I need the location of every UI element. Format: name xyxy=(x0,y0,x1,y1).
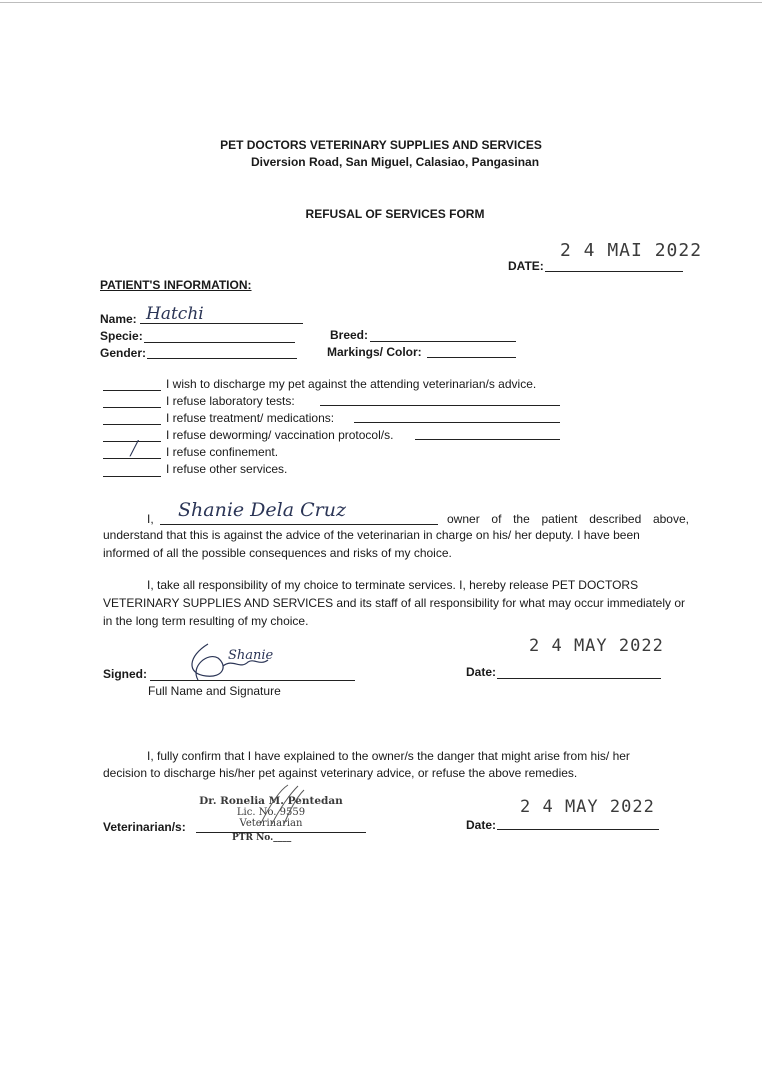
statement1-line1-suffix: owner of the patient described above, xyxy=(447,512,689,526)
top-date-value: 2 4 MAI 2022 xyxy=(560,240,703,261)
vet-date-label: Date: xyxy=(466,818,497,832)
vet-date-line xyxy=(497,829,659,830)
breed-label: Breed: xyxy=(330,328,369,342)
name-label: Name: xyxy=(100,312,137,326)
lab-tests-line xyxy=(320,405,560,406)
statement2-line3: in the long term resulting of my choice. xyxy=(103,614,309,628)
option-blank-3 xyxy=(103,424,161,425)
top-date-line xyxy=(545,271,683,272)
vet-stamp-name: Dr. Ronelia M. Pentedan xyxy=(199,795,343,807)
option-blank-1 xyxy=(103,390,161,391)
clinic-address: Diversion Road, San Miguel, Calasiao, Pangasinan xyxy=(250,155,540,169)
gender-line xyxy=(147,358,297,359)
specie-label: Specie: xyxy=(100,329,143,343)
specie-line xyxy=(144,342,295,343)
option-treatment: I refuse treatment/ medications: xyxy=(166,411,335,425)
owner-signature-line xyxy=(150,680,355,681)
deworming-line xyxy=(415,439,560,440)
option-other-services: I refuse other services. xyxy=(166,462,288,476)
statement1-line2: understand that this is against the advice of the veterinarian in charge on his/ her deputy. I have been xyxy=(103,528,640,542)
option-discharge: I wish to discharge my pet against the attending veterinarian/s advice. xyxy=(166,377,537,391)
statement3-line2: decision to discharge his/her pet against veterinary advice, or refuse the above remedies. xyxy=(103,766,578,780)
veterinarian-label: Veterinarian/s: xyxy=(103,820,186,834)
vet-ptr-no: PTR No.____ xyxy=(232,833,292,843)
option-deworming: I refuse deworming/ vaccination protocol/s. xyxy=(166,428,394,442)
signature-caption: Full Name and Signature xyxy=(148,684,281,698)
patient-section-label: PATIENT'S INFORMATION: xyxy=(100,278,252,292)
breed-line xyxy=(370,341,516,342)
statement1-prefix: I, xyxy=(147,512,154,526)
patient-name-value: Hatchi xyxy=(146,304,204,324)
top-date-label: DATE: xyxy=(508,259,544,273)
statement1-line3: informed of all the possible consequences and risks of my choice. xyxy=(103,546,452,560)
owner-signature-text: Shanie xyxy=(228,648,274,663)
statement2-line2: VETERINARY SUPPLIES AND SERVICES and its staff of all responsibility for what may occur immediately or xyxy=(103,596,686,610)
gender-label: Gender: xyxy=(100,346,147,360)
signed-label: Signed: xyxy=(103,667,147,681)
name-line xyxy=(140,323,303,324)
option-confinement: I refuse confinement. xyxy=(166,445,279,459)
confinement-check-mark: ╱ xyxy=(130,441,139,457)
owner-date-value: 2 4 MAY 2022 xyxy=(529,636,664,656)
markings-label: Markings/ Color: xyxy=(327,345,422,359)
form-title: REFUSAL OF SERVICES FORM xyxy=(305,207,485,221)
statement2-line1: I, take all responsibility of my choice to terminate services. I, hereby release PET DOCTORS xyxy=(147,578,639,592)
owner-date-line xyxy=(497,678,661,679)
owner-name-line xyxy=(160,524,438,525)
vet-stamp-title: Veterinarian xyxy=(239,818,303,829)
vet-signature-scribble xyxy=(250,780,310,830)
vet-date-value: 2 4 MAY 2022 xyxy=(520,797,655,817)
option-blank-6 xyxy=(103,476,161,477)
clinic-name: PET DOCTORS VETERINARY SUPPLIES AND SERVICES xyxy=(220,138,542,152)
scan-top-edge xyxy=(0,2,762,3)
owner-name-handwritten: Shanie Dela Cruz xyxy=(178,499,346,521)
owner-date-label: Date: xyxy=(466,665,497,679)
option-blank-2 xyxy=(103,407,161,408)
markings-line xyxy=(427,357,516,358)
option-blank-5 xyxy=(103,458,161,459)
statement3-line1: I, fully confirm that I have explained to the owner/s the danger that might arise from his/ her xyxy=(147,749,630,763)
treatment-line xyxy=(354,422,560,423)
vet-stamp-license: Lic. No. 9559 xyxy=(236,807,306,818)
option-lab-tests: I refuse laboratory tests: xyxy=(166,394,295,408)
